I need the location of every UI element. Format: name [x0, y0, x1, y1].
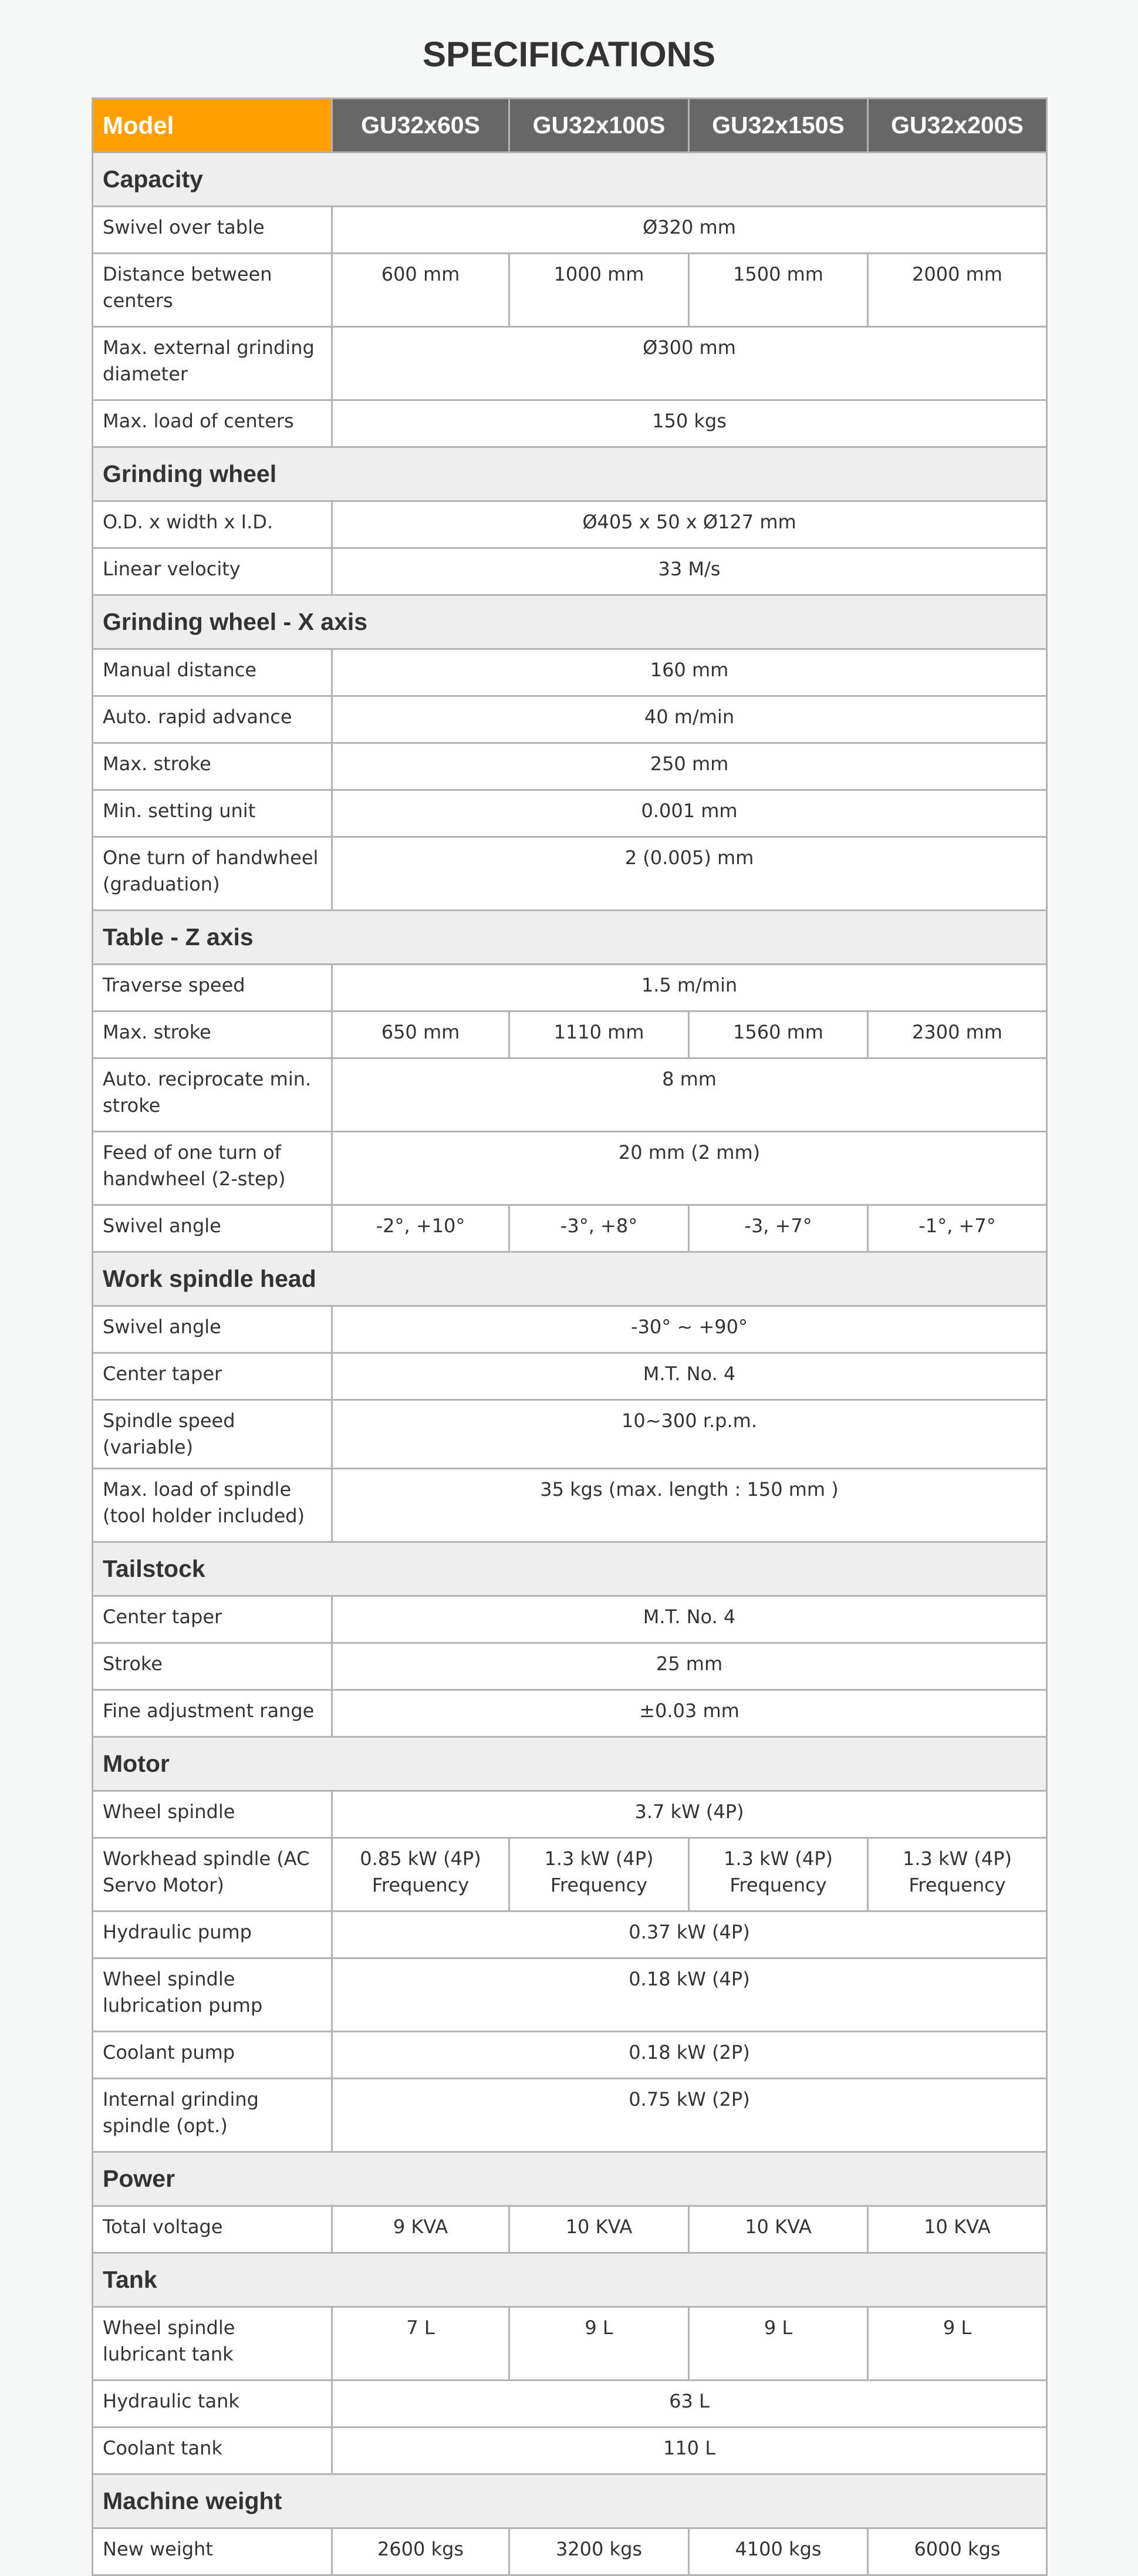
- spec-label: Coolant pump: [93, 2032, 332, 2079]
- spec-row: [93, 2032, 1047, 2079]
- spec-label: Wheel spindle lubricant tank: [93, 2307, 332, 2381]
- spec-value: 2600 kgs: [332, 2528, 509, 2575]
- spec-value: 0.85 kW (4P) Frequency: [332, 1838, 509, 1911]
- spec-label: Hydraulic pump: [93, 1911, 332, 1958]
- model-header-row: [93, 99, 1047, 153]
- spec-row: [93, 501, 1047, 548]
- spec-label: Traverse speed: [93, 965, 332, 1011]
- spec-value: 40 m/min: [332, 696, 1047, 743]
- spec-row: [93, 1690, 1047, 1737]
- spec-label: Min. setting unit: [93, 790, 332, 837]
- spec-value: 1500 mm: [689, 254, 868, 327]
- model-name: GU32x60S: [332, 99, 509, 153]
- spec-label: Swivel angle: [93, 1306, 332, 1353]
- spec-label: Coolant tank: [93, 2427, 332, 2474]
- spec-value: 20 mm (2 mm): [332, 1132, 1047, 1205]
- spec-value: -30° ~ +90°: [332, 1306, 1047, 1353]
- spec-label: New weight: [93, 2528, 332, 2575]
- spec-value: 1.5 m/min: [332, 965, 1047, 1011]
- section-title: Motor: [93, 1737, 1047, 1791]
- spec-value: -1°, +7°: [868, 1205, 1047, 1252]
- spec-value: 10 KVA: [509, 2206, 689, 2253]
- spec-label: Wheel spindle lubrication pump: [93, 1958, 332, 2032]
- spec-row: [93, 1306, 1047, 1353]
- spec-value: 3200 kgs: [509, 2528, 689, 2575]
- spec-label: Manual distance: [93, 649, 332, 696]
- section-header-row: [93, 2253, 1047, 2307]
- spec-label: Auto. reciprocate min. stroke: [93, 1058, 332, 1132]
- spec-row: [93, 1791, 1047, 1838]
- section-header-row: [93, 595, 1047, 649]
- section-title: Machine weight: [93, 2474, 1047, 2528]
- spec-value: 3.7 kW (4P): [332, 1791, 1047, 1838]
- spec-value: 600 mm: [332, 254, 509, 327]
- spec-row: [93, 2427, 1047, 2474]
- spec-label: Swivel over table: [93, 207, 332, 254]
- spec-value: 9 L: [689, 2307, 868, 2381]
- section-title: Tailstock: [93, 1542, 1047, 1596]
- spec-value: 650 mm: [332, 1011, 509, 1058]
- spec-row: [93, 790, 1047, 837]
- section-header-row: [93, 2152, 1047, 2206]
- spec-label: Hydraulic tank: [93, 2381, 332, 2427]
- spec-row: [93, 1058, 1047, 1132]
- spec-row: [93, 400, 1047, 447]
- spec-row: [93, 743, 1047, 790]
- spec-label: Fine adjustment range: [93, 1690, 332, 1737]
- section-header-row: [93, 447, 1047, 501]
- spec-row: [93, 2381, 1047, 2427]
- spec-label: Workhead spindle (AC Servo Motor): [93, 1838, 332, 1911]
- spec-label: Wheel spindle: [93, 1791, 332, 1838]
- spec-value: 1110 mm: [509, 1011, 689, 1058]
- spec-label: Swivel angle: [93, 1205, 332, 1252]
- spec-label: Center taper: [93, 1353, 332, 1400]
- model-name: GU32x150S: [689, 99, 868, 153]
- spec-label: Max. stroke: [93, 1011, 332, 1058]
- spec-value: 150 kgs: [332, 400, 1047, 447]
- spec-row: [93, 1400, 1047, 1469]
- spec-row: [93, 1596, 1047, 1643]
- spec-value: 63 L: [332, 2381, 1047, 2427]
- spec-value: Ø405 x 50 x Ø127 mm: [332, 501, 1047, 548]
- specifications-table: [92, 97, 1048, 2576]
- spec-row: [93, 649, 1047, 696]
- spec-value: 0.18 kW (2P): [332, 2032, 1047, 2079]
- spec-value: M.T. No. 4: [332, 1353, 1047, 1400]
- spec-value: 35 kgs (max. length : 150 mm ): [332, 1469, 1047, 1542]
- spec-row: [93, 2528, 1047, 2575]
- section-header-row: [93, 1542, 1047, 1596]
- section-header-row: [93, 1737, 1047, 1791]
- spec-row: [93, 837, 1047, 911]
- section-title: Tank: [93, 2253, 1047, 2307]
- spec-value: 8 mm: [332, 1058, 1047, 1132]
- spec-row: [93, 1643, 1047, 1690]
- spec-value: 110 L: [332, 2427, 1047, 2474]
- section-header-row: [93, 1252, 1047, 1306]
- section-header-row: [93, 2474, 1047, 2528]
- spec-row: [93, 207, 1047, 254]
- spec-value: 1.3 kW (4P) Frequency: [868, 1838, 1047, 1911]
- spec-row: [93, 696, 1047, 743]
- spec-value: 160 mm: [332, 649, 1047, 696]
- spec-row: [93, 1911, 1047, 1958]
- spec-label: Max. load of centers: [93, 400, 332, 447]
- spec-row: [93, 1958, 1047, 2032]
- spec-row: [93, 254, 1047, 327]
- model-name: GU32x100S: [509, 99, 689, 153]
- spec-value: Ø320 mm: [332, 207, 1047, 254]
- spec-label: Auto. rapid advance: [93, 696, 332, 743]
- spec-value: 0.75 kW (2P): [332, 2079, 1047, 2152]
- spec-value: 10 KVA: [868, 2206, 1047, 2253]
- section-title: Table - Z axis: [93, 911, 1047, 965]
- section-header-row: [93, 911, 1047, 965]
- spec-value: 10 KVA: [689, 2206, 868, 2253]
- spec-value: 9 L: [509, 2307, 689, 2381]
- spec-value: 2000 mm: [868, 254, 1047, 327]
- page-title: SPECIFICATIONS: [423, 35, 715, 74]
- spec-value: -3°, +8°: [509, 1205, 689, 1252]
- spec-label: Stroke: [93, 1643, 332, 1690]
- spec-label: One turn of handwheel (graduation): [93, 837, 332, 911]
- spec-row: [93, 1132, 1047, 1205]
- spec-row: [93, 1838, 1047, 1911]
- spec-value: 33 M/s: [332, 548, 1047, 595]
- spec-value: 0.001 mm: [332, 790, 1047, 837]
- spec-row: [93, 548, 1047, 595]
- spec-row: [93, 1353, 1047, 1400]
- spec-row: [93, 2307, 1047, 2381]
- spec-label: Center taper: [93, 1596, 332, 1643]
- spec-value: 2300 mm: [868, 1011, 1047, 1058]
- spec-label: Distance between centers: [93, 254, 332, 327]
- spec-value: 1.3 kW (4P) Frequency: [509, 1838, 689, 1911]
- spec-value: 9 L: [868, 2307, 1047, 2381]
- section-title: Power: [93, 2152, 1047, 2206]
- spec-row: [93, 2206, 1047, 2253]
- spec-value: 9 KVA: [332, 2206, 509, 2253]
- spec-row: [93, 1205, 1047, 1252]
- spec-value: Ø300 mm: [332, 327, 1047, 400]
- spec-value: 7 L: [332, 2307, 509, 2381]
- spec-label: Linear velocity: [93, 548, 332, 595]
- section-title: Work spindle head: [93, 1252, 1047, 1306]
- spec-row: [93, 1011, 1047, 1058]
- spec-row: [93, 1469, 1047, 1542]
- spec-row: [93, 327, 1047, 400]
- section-title: Capacity: [93, 153, 1047, 207]
- spec-label: Max. stroke: [93, 743, 332, 790]
- section-header-row: [93, 153, 1047, 207]
- spec-value: 0.37 kW (4P): [332, 1911, 1047, 1958]
- spec-value: ±0.03 mm: [332, 1690, 1047, 1737]
- spec-label: Feed of one turn of handwheel (2-step): [93, 1132, 332, 1205]
- spec-value: 25 mm: [332, 1643, 1047, 1690]
- model-name: GU32x200S: [868, 99, 1047, 153]
- spec-row: [93, 2079, 1047, 2152]
- spec-value: -3, +7°: [689, 1205, 868, 1252]
- specifications-body: [93, 153, 1047, 2575]
- spec-label: Total voltage: [93, 2206, 332, 2253]
- spec-value: 10~300 r.p.m.: [332, 1400, 1047, 1469]
- spec-value: 6000 kgs: [868, 2528, 1047, 2575]
- spec-label: Internal grinding spindle (opt.): [93, 2079, 332, 2152]
- spec-label: O.D. x width x I.D.: [93, 501, 332, 548]
- spec-value: 1000 mm: [509, 254, 689, 327]
- model-header-label: Model: [93, 99, 332, 153]
- spec-label: Max. external grinding diameter: [93, 327, 332, 400]
- spec-value: 0.18 kW (4P): [332, 1958, 1047, 2032]
- spec-value: 1560 mm: [689, 1011, 868, 1058]
- section-title: Grinding wheel: [93, 447, 1047, 501]
- spec-value: 1.3 kW (4P) Frequency: [689, 1838, 868, 1911]
- spec-label: Max. load of spindle (tool holder included): [93, 1469, 332, 1542]
- spec-value: 2 (0.005) mm: [332, 837, 1047, 911]
- spec-row: [93, 965, 1047, 1011]
- spec-label: Spindle speed (variable): [93, 1400, 332, 1469]
- section-title: Grinding wheel - X axis: [93, 595, 1047, 649]
- spec-value: 4100 kgs: [689, 2528, 868, 2575]
- spec-value: M.T. No. 4: [332, 1596, 1047, 1643]
- spec-value: 250 mm: [332, 743, 1047, 790]
- spec-value: -2°, +10°: [332, 1205, 509, 1252]
